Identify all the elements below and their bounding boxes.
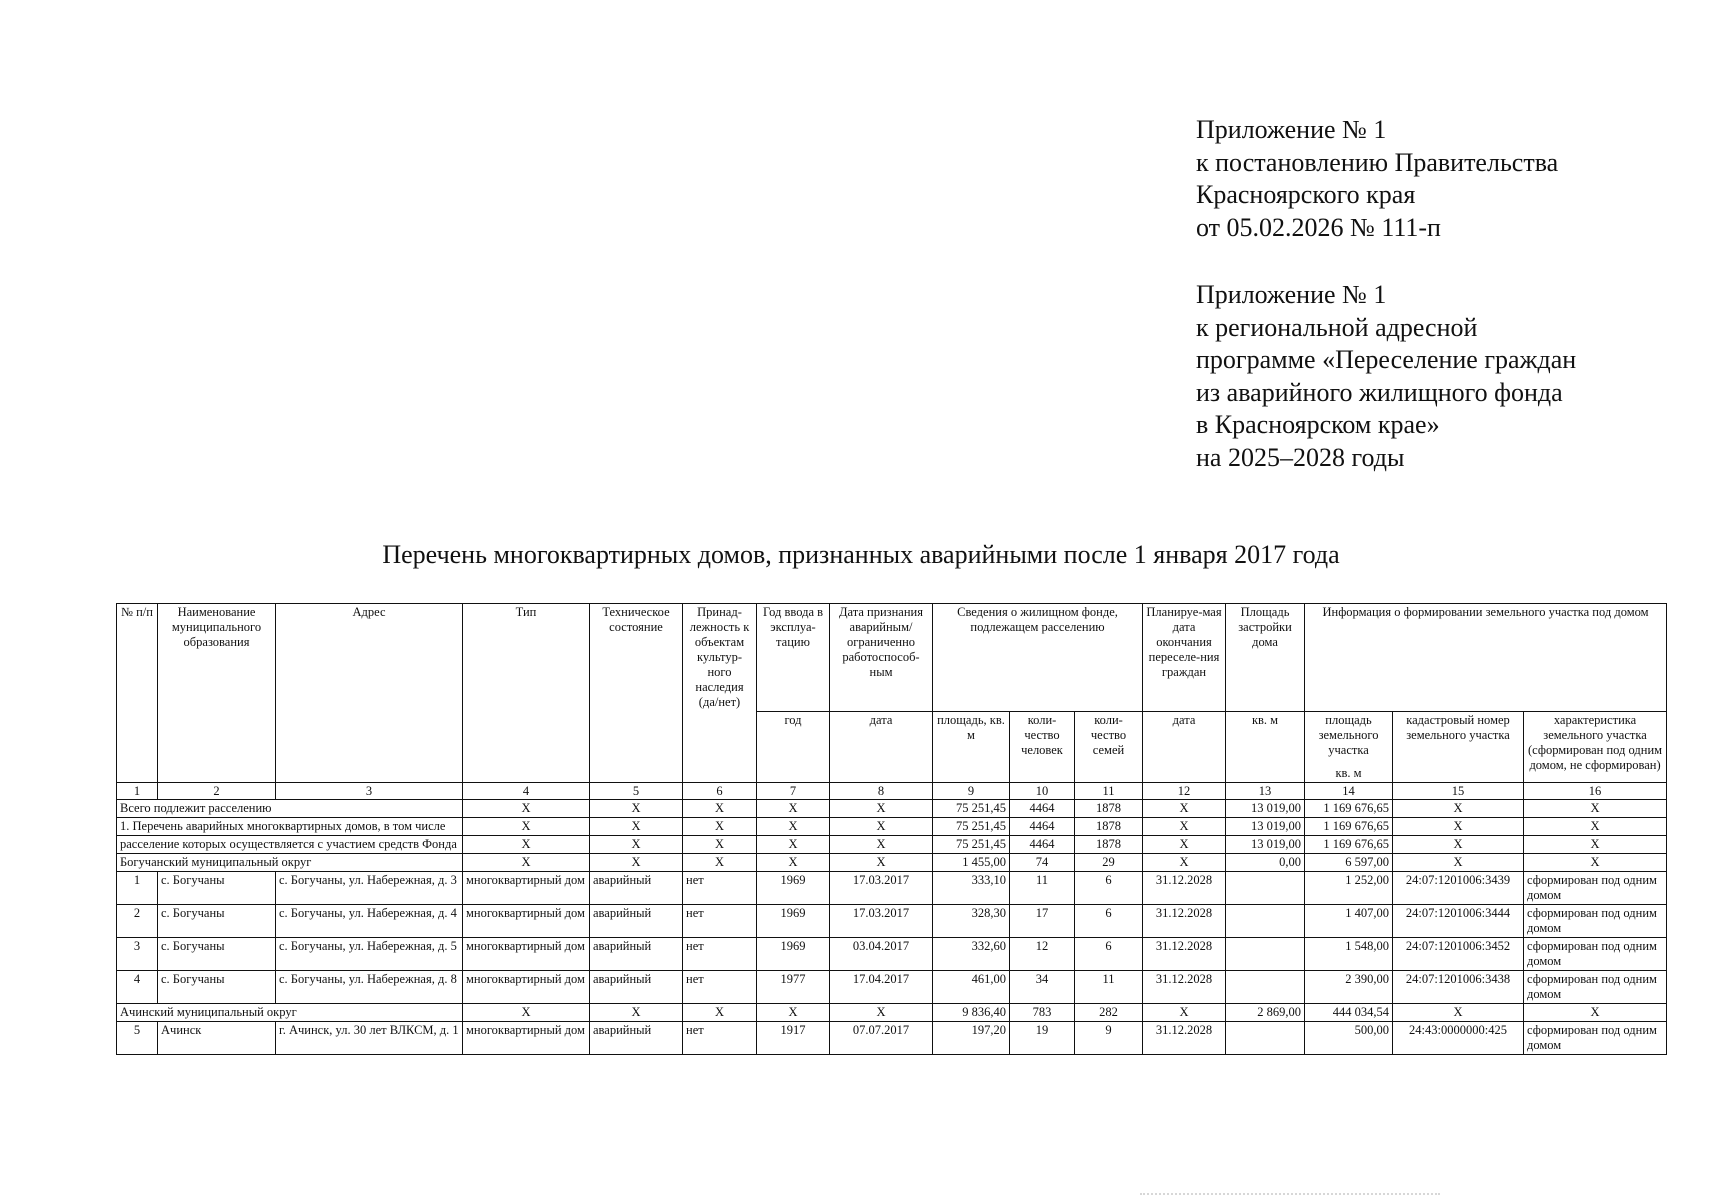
summary-row bbox=[117, 818, 1667, 836]
row-number: 1 bbox=[117, 872, 158, 905]
year-cell: 1969 bbox=[757, 938, 830, 971]
land-area-cell: 1 548,00 bbox=[1305, 938, 1393, 971]
header-built-area: Площадь застройки дома bbox=[1226, 604, 1305, 712]
land-area-cell: 1 169 676,65 bbox=[1305, 818, 1393, 836]
families-cell: 6 bbox=[1075, 938, 1143, 971]
built-area-cell bbox=[1226, 905, 1305, 938]
land-status-cell: сформирован под одним домом bbox=[1524, 938, 1667, 971]
column-number: 12 bbox=[1143, 783, 1226, 800]
heritage-cell: нет bbox=[683, 971, 757, 1004]
date-cell: X bbox=[830, 1004, 933, 1022]
year-cell: 1917 bbox=[757, 1022, 830, 1055]
registry-table-wrapper bbox=[116, 603, 1666, 1055]
appendix-2-line: Приложение № 1 bbox=[1196, 280, 1387, 309]
date-cell: 03.04.2017 bbox=[830, 938, 933, 971]
cadastral-cell: 24:43:0000000:425 bbox=[1393, 1022, 1524, 1055]
land-area-cell: 500,00 bbox=[1305, 1022, 1393, 1055]
condition-cell: X bbox=[590, 818, 683, 836]
people-cell: 783 bbox=[1010, 1004, 1075, 1022]
address-cell: с. Богучаны, ул. Набережная, д. 5 bbox=[276, 938, 463, 971]
table-header bbox=[117, 604, 1667, 783]
area-cell: 328,30 bbox=[933, 905, 1010, 938]
area-cell: 75 251,45 bbox=[933, 800, 1010, 818]
type-cell: X bbox=[463, 800, 590, 818]
header-built-sub: кв. м bbox=[1226, 712, 1305, 783]
appendix-2-line: из аварийного жилищного фонда bbox=[1196, 377, 1563, 407]
date-cell: 17.04.2017 bbox=[830, 971, 933, 1004]
header-land-area-unit: кв. м bbox=[1335, 766, 1362, 780]
planned-date-cell: 31.12.2028 bbox=[1143, 938, 1226, 971]
people-cell: 4464 bbox=[1010, 836, 1075, 854]
built-area-cell bbox=[1226, 872, 1305, 905]
planned-date-cell: 31.12.2028 bbox=[1143, 872, 1226, 905]
year-cell: X bbox=[757, 1004, 830, 1022]
header-planned-sub: дата bbox=[1143, 712, 1226, 783]
land-area-cell: 6 597,00 bbox=[1305, 854, 1393, 872]
heritage-cell: нет bbox=[683, 938, 757, 971]
header-year-sub: год bbox=[757, 712, 830, 783]
date-cell: X bbox=[830, 836, 933, 854]
land-status-cell: X bbox=[1524, 854, 1667, 872]
address-cell: г. Ачинск, ул. 30 лет ВЛКСМ, д. 1 bbox=[276, 1022, 463, 1055]
cadastral-cell: X bbox=[1393, 818, 1524, 836]
land-area-cell: 2 390,00 bbox=[1305, 971, 1393, 1004]
district-row-label: Богучанский муниципальный округ bbox=[117, 854, 463, 872]
column-number: 15 bbox=[1393, 783, 1524, 800]
header-date: Дата признания аварийным/ ограниченно работоспособ-ным bbox=[830, 604, 933, 712]
land-status-cell: сформирован под одним домом bbox=[1524, 905, 1667, 938]
municipality-cell: с. Богучаны bbox=[158, 905, 276, 938]
people-cell: 34 bbox=[1010, 971, 1075, 1004]
families-cell: 1878 bbox=[1075, 836, 1143, 854]
planned-date-cell: X bbox=[1143, 818, 1226, 836]
header-housing: Сведения о жилищном фонде, подлежащем расселению bbox=[933, 604, 1143, 712]
appendix-1-header bbox=[1196, 114, 1696, 244]
heritage-cell: X bbox=[683, 818, 757, 836]
land-status-cell: X bbox=[1524, 1004, 1667, 1022]
type-cell: X bbox=[463, 818, 590, 836]
people-cell: 19 bbox=[1010, 1022, 1075, 1055]
house-row bbox=[117, 938, 1667, 971]
built-area-cell: 13 019,00 bbox=[1226, 818, 1305, 836]
type-cell: многоквартирный дом bbox=[463, 872, 590, 905]
type-cell: X bbox=[463, 836, 590, 854]
land-area-cell: 1 169 676,65 bbox=[1305, 800, 1393, 818]
column-number: 13 bbox=[1226, 783, 1305, 800]
column-number: 16 bbox=[1524, 783, 1667, 800]
appendix-2-line: на 2025–2028 годы bbox=[1196, 442, 1405, 472]
condition-cell: X bbox=[590, 1004, 683, 1022]
date-cell: X bbox=[830, 800, 933, 818]
condition-cell: аварийный bbox=[590, 971, 683, 1004]
condition-cell: X bbox=[590, 854, 683, 872]
header-condition: Техническое состояние bbox=[590, 604, 683, 783]
column-number: 14 bbox=[1305, 783, 1393, 800]
appendix-1-line: Приложение № 1 bbox=[1196, 115, 1387, 144]
built-area-cell bbox=[1226, 938, 1305, 971]
built-area-cell bbox=[1226, 1022, 1305, 1055]
land-status-cell: сформирован под одним домом bbox=[1524, 971, 1667, 1004]
land-status-cell: X bbox=[1524, 800, 1667, 818]
column-number: 3 bbox=[276, 783, 463, 800]
header-heritage: Принад-лежность к объектам культур-ного наследия (да/нет) bbox=[683, 604, 757, 783]
header-housing-families: коли-чество семей bbox=[1075, 712, 1143, 783]
address-cell: с. Богучаны, ул. Набережная, д. 4 bbox=[276, 905, 463, 938]
appendix-2-line: в Красноярском крае» bbox=[1196, 410, 1440, 439]
summary-row bbox=[117, 836, 1667, 854]
district-row bbox=[117, 854, 1667, 872]
header-address: Адрес bbox=[276, 604, 463, 783]
date-cell: 07.07.2017 bbox=[830, 1022, 933, 1055]
condition-cell: аварийный bbox=[590, 1022, 683, 1055]
municipality-cell: с. Богучаны bbox=[158, 938, 276, 971]
header-land-area bbox=[1305, 712, 1393, 783]
families-cell: 1878 bbox=[1075, 818, 1143, 836]
header-land-status: характеристика земельного участка (сформирован под одним домом, не сформирован) bbox=[1524, 712, 1667, 783]
appendix-2-header bbox=[1196, 279, 1696, 474]
built-area-cell: 13 019,00 bbox=[1226, 836, 1305, 854]
header-land-area-label: площадь земельного участка bbox=[1318, 713, 1379, 757]
condition-cell: аварийный bbox=[590, 905, 683, 938]
land-status-cell: сформирован под одним домом bbox=[1524, 872, 1667, 905]
column-number: 2 bbox=[158, 783, 276, 800]
row-number: 3 bbox=[117, 938, 158, 971]
date-cell: 17.03.2017 bbox=[830, 872, 933, 905]
planned-date-cell: 31.12.2028 bbox=[1143, 1022, 1226, 1055]
heritage-cell: нет bbox=[683, 872, 757, 905]
year-cell: X bbox=[757, 836, 830, 854]
families-cell: 6 bbox=[1075, 872, 1143, 905]
summary-row-label: расселение которых осуществляется с участием средств Фонда bbox=[117, 836, 463, 854]
summary-row-label: Всего подлежит расселению bbox=[117, 800, 463, 818]
area-cell: 9 836,40 bbox=[933, 1004, 1010, 1022]
type-cell: многоквартирный дом bbox=[463, 938, 590, 971]
header-land-cadastral: кадастровый номер земельного участка bbox=[1393, 712, 1524, 783]
people-cell: 11 bbox=[1010, 872, 1075, 905]
district-row-label: Ачинский муниципальный округ bbox=[117, 1004, 463, 1022]
land-area-cell: 1 252,00 bbox=[1305, 872, 1393, 905]
appendix-1-line: от 05.02.2026 № 111-п bbox=[1196, 212, 1441, 242]
year-cell: 1969 bbox=[757, 872, 830, 905]
planned-date-cell: X bbox=[1143, 854, 1226, 872]
area-cell: 75 251,45 bbox=[933, 836, 1010, 854]
header-num: № п/п bbox=[117, 604, 158, 783]
cadastral-cell: 24:07:1201006:3438 bbox=[1393, 971, 1524, 1004]
condition-cell: аварийный bbox=[590, 938, 683, 971]
year-cell: X bbox=[757, 818, 830, 836]
planned-date-cell: 31.12.2028 bbox=[1143, 971, 1226, 1004]
land-status-cell: X bbox=[1524, 836, 1667, 854]
header-year: Год ввода в эксплуа-тацию bbox=[757, 604, 830, 712]
municipality-cell: Ачинск bbox=[158, 1022, 276, 1055]
planned-date-cell: X bbox=[1143, 1004, 1226, 1022]
house-row bbox=[117, 971, 1667, 1004]
families-cell: 6 bbox=[1075, 905, 1143, 938]
condition-cell: X bbox=[590, 800, 683, 818]
heritage-cell: нет bbox=[683, 905, 757, 938]
cadastral-cell: X bbox=[1393, 836, 1524, 854]
appendix-2-line: к региональной адресной bbox=[1196, 312, 1478, 342]
built-area-cell bbox=[1226, 971, 1305, 1004]
condition-cell: X bbox=[590, 836, 683, 854]
people-cell: 4464 bbox=[1010, 818, 1075, 836]
column-number: 5 bbox=[590, 783, 683, 800]
header-land: Информация о формировании земельного участка под домом bbox=[1305, 604, 1667, 712]
row-number: 2 bbox=[117, 905, 158, 938]
area-cell: 75 251,45 bbox=[933, 818, 1010, 836]
built-area-cell: 2 869,00 bbox=[1226, 1004, 1305, 1022]
area-cell: 1 455,00 bbox=[933, 854, 1010, 872]
land-status-cell: сформирован под одним домом bbox=[1524, 1022, 1667, 1055]
area-cell: 197,20 bbox=[933, 1022, 1010, 1055]
house-row bbox=[117, 872, 1667, 905]
municipality-cell: с. Богучаны bbox=[158, 971, 276, 1004]
header-planned: Планируе-мая дата окончания переселе-ния граждан bbox=[1143, 604, 1226, 712]
row-number: 5 bbox=[117, 1022, 158, 1055]
table-body bbox=[117, 783, 1667, 1055]
heritage-cell: X bbox=[683, 854, 757, 872]
people-cell: 74 bbox=[1010, 854, 1075, 872]
area-cell: 461,00 bbox=[933, 971, 1010, 1004]
families-cell: 282 bbox=[1075, 1004, 1143, 1022]
cadastral-cell: X bbox=[1393, 800, 1524, 818]
families-cell: 1878 bbox=[1075, 800, 1143, 818]
header-municipality: Наименование муниципального образования bbox=[158, 604, 276, 783]
type-cell: многоквартирный дом bbox=[463, 905, 590, 938]
column-number: 11 bbox=[1075, 783, 1143, 800]
heritage-cell: нет bbox=[683, 1022, 757, 1055]
type-cell: X bbox=[463, 1004, 590, 1022]
families-cell: 9 bbox=[1075, 1022, 1143, 1055]
cadastral-cell: X bbox=[1393, 854, 1524, 872]
type-cell: многоквартирный дом bbox=[463, 1022, 590, 1055]
date-cell: 17.03.2017 bbox=[830, 905, 933, 938]
column-number: 6 bbox=[683, 783, 757, 800]
date-cell: X bbox=[830, 854, 933, 872]
land-area-cell: 1 169 676,65 bbox=[1305, 836, 1393, 854]
planned-date-cell: X bbox=[1143, 836, 1226, 854]
municipality-cell: с. Богучаны bbox=[158, 872, 276, 905]
type-cell: многоквартирный дом bbox=[463, 971, 590, 1004]
address-cell: с. Богучаны, ул. Набережная, д. 3 bbox=[276, 872, 463, 905]
house-row bbox=[117, 1022, 1667, 1055]
heritage-cell: X bbox=[683, 836, 757, 854]
land-area-cell: 444 034,54 bbox=[1305, 1004, 1393, 1022]
column-number: 4 bbox=[463, 783, 590, 800]
families-cell: 29 bbox=[1075, 854, 1143, 872]
column-number: 10 bbox=[1010, 783, 1075, 800]
header-housing-area: площадь, кв. м bbox=[933, 712, 1010, 783]
cadastral-cell: 24:07:1201006:3439 bbox=[1393, 872, 1524, 905]
scan-artifact bbox=[1140, 1193, 1440, 1196]
document-title: Перечень многоквартирных домов, признанных аварийными после 1 января 2017 года bbox=[382, 540, 1340, 569]
appendix-1-line: Красноярского края bbox=[1196, 180, 1416, 209]
built-area-cell: 0,00 bbox=[1226, 854, 1305, 872]
condition-cell: аварийный bbox=[590, 872, 683, 905]
families-cell: 11 bbox=[1075, 971, 1143, 1004]
type-cell: X bbox=[463, 854, 590, 872]
address-cell: с. Богучаны, ул. Набережная, д. 8 bbox=[276, 971, 463, 1004]
heritage-cell: X bbox=[683, 1004, 757, 1022]
year-cell: 1977 bbox=[757, 971, 830, 1004]
column-number: 8 bbox=[830, 783, 933, 800]
column-number-row bbox=[117, 783, 1667, 800]
heritage-cell: X bbox=[683, 800, 757, 818]
appendix-2-line: программе «Переселение граждан bbox=[1196, 345, 1577, 374]
summary-row-label: 1. Перечень аварийных многоквартирных домов, в том числе bbox=[117, 818, 463, 836]
house-row bbox=[117, 905, 1667, 938]
planned-date-cell: X bbox=[1143, 800, 1226, 818]
cadastral-cell: 24:07:1201006:3452 bbox=[1393, 938, 1524, 971]
registry-table bbox=[116, 603, 1667, 1055]
cadastral-cell: 24:07:1201006:3444 bbox=[1393, 905, 1524, 938]
year-cell: X bbox=[757, 854, 830, 872]
header-housing-people: коли-чество человек bbox=[1010, 712, 1075, 783]
people-cell: 4464 bbox=[1010, 800, 1075, 818]
people-cell: 17 bbox=[1010, 905, 1075, 938]
column-number: 1 bbox=[117, 783, 158, 800]
year-cell: 1969 bbox=[757, 905, 830, 938]
header-date-sub: дата bbox=[830, 712, 933, 783]
cadastral-cell: X bbox=[1393, 1004, 1524, 1022]
column-number: 7 bbox=[757, 783, 830, 800]
district-row bbox=[117, 1004, 1667, 1022]
area-cell: 332,60 bbox=[933, 938, 1010, 971]
year-cell: X bbox=[757, 800, 830, 818]
area-cell: 333,10 bbox=[933, 872, 1010, 905]
land-area-cell: 1 407,00 bbox=[1305, 905, 1393, 938]
built-area-cell: 13 019,00 bbox=[1226, 800, 1305, 818]
row-number: 4 bbox=[117, 971, 158, 1004]
planned-date-cell: 31.12.2028 bbox=[1143, 905, 1226, 938]
people-cell: 12 bbox=[1010, 938, 1075, 971]
land-status-cell: X bbox=[1524, 818, 1667, 836]
appendix-1-line: к постановлению Правительства bbox=[1196, 147, 1559, 177]
header-type: Тип bbox=[463, 604, 590, 783]
column-number: 9 bbox=[933, 783, 1010, 800]
date-cell: X bbox=[830, 818, 933, 836]
summary-row bbox=[117, 800, 1667, 818]
